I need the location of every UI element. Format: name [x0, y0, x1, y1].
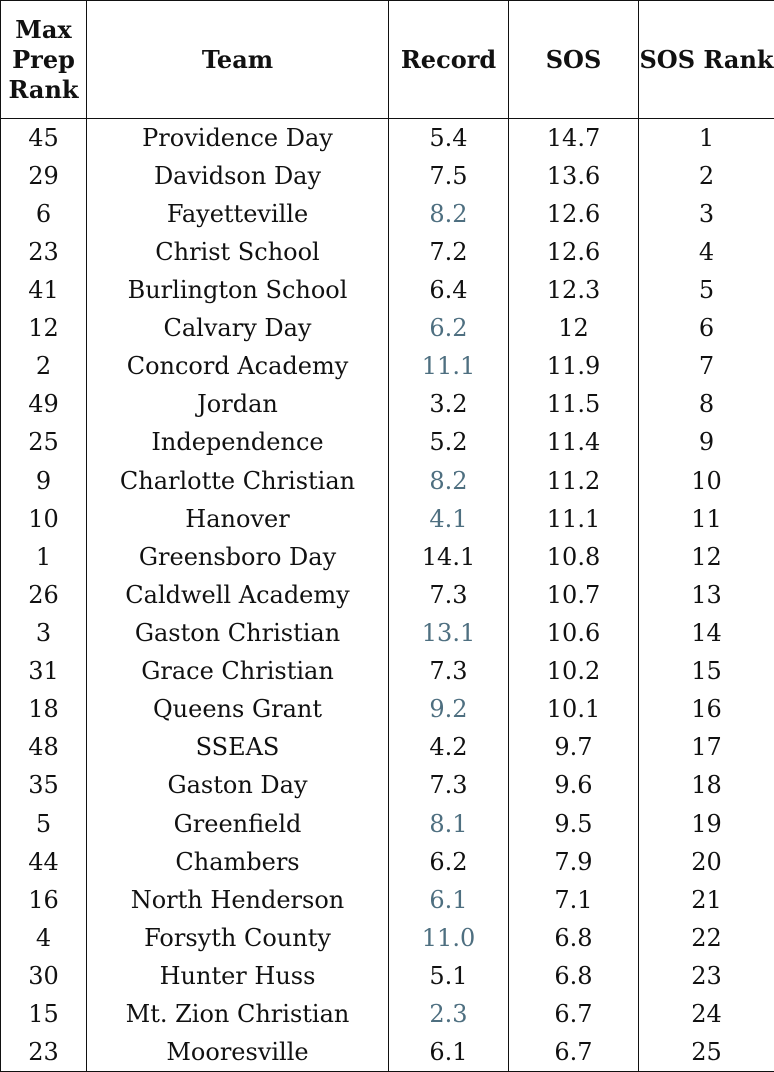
- cell-record: 5.4: [389, 119, 509, 157]
- cell-max-prep-rank: 31: [1, 652, 87, 690]
- cell-team: Davidson Day: [87, 157, 389, 195]
- table-row: [1, 728, 774, 766]
- table-row: [1, 576, 774, 614]
- cell-team: Greenfield: [87, 804, 389, 842]
- table-row: [1, 195, 774, 233]
- cell-max-prep-rank: 44: [1, 843, 87, 881]
- cell-record: 5.2: [389, 423, 509, 461]
- cell-record: 5.1: [389, 957, 509, 995]
- table-row: [1, 309, 774, 347]
- cell-team: Queens Grant: [87, 690, 389, 728]
- cell-max-prep-rank: 10: [1, 500, 87, 538]
- cell-sos: 11.2: [509, 461, 639, 499]
- table-row: [1, 881, 774, 919]
- table-row: [1, 271, 774, 309]
- cell-sos-rank: 5: [639, 271, 774, 309]
- cell-record: 7.2: [389, 233, 509, 271]
- cell-max-prep-rank: 45: [1, 119, 87, 157]
- header-record: Record: [389, 1, 509, 119]
- cell-max-prep-rank: 49: [1, 385, 87, 423]
- cell-max-prep-rank: 9: [1, 461, 87, 499]
- cell-sos-rank: 16: [639, 690, 774, 728]
- cell-max-prep-rank: 30: [1, 957, 87, 995]
- table-row: [1, 385, 774, 423]
- cell-max-prep-rank: 26: [1, 576, 87, 614]
- cell-record: 14.1: [389, 538, 509, 576]
- cell-max-prep-rank: 48: [1, 728, 87, 766]
- cell-sos-rank: 4: [639, 233, 774, 271]
- cell-max-prep-rank: 35: [1, 766, 87, 804]
- cell-record: 3.2: [389, 385, 509, 423]
- cell-team: Gaston Day: [87, 766, 389, 804]
- cell-max-prep-rank: 16: [1, 881, 87, 919]
- header-max-prep-rank: Max Prep Rank: [1, 1, 87, 119]
- cell-team: Mt. Zion Christian: [87, 995, 389, 1033]
- cell-sos: 10.8: [509, 538, 639, 576]
- cell-record: 6.2: [389, 843, 509, 881]
- cell-sos: 12.3: [509, 271, 639, 309]
- cell-sos: 10.7: [509, 576, 639, 614]
- table-row: [1, 995, 774, 1033]
- cell-sos: 12.6: [509, 195, 639, 233]
- cell-sos-rank: 18: [639, 766, 774, 804]
- cell-team: Chambers: [87, 843, 389, 881]
- table-row: [1, 690, 774, 728]
- cell-sos-rank: 14: [639, 614, 774, 652]
- cell-sos: 7.9: [509, 843, 639, 881]
- cell-max-prep-rank: 2: [1, 347, 87, 385]
- cell-max-prep-rank: 41: [1, 271, 87, 309]
- cell-team: SSEAS: [87, 728, 389, 766]
- cell-team: Greensboro Day: [87, 538, 389, 576]
- cell-record: 7.3: [389, 652, 509, 690]
- cell-sos-rank: 6: [639, 309, 774, 347]
- cell-record: 13.1: [389, 614, 509, 652]
- cell-sos: 6.8: [509, 919, 639, 957]
- table-body: [1, 119, 774, 1072]
- cell-team: Christ School: [87, 233, 389, 271]
- table-row: [1, 652, 774, 690]
- cell-sos-rank: 8: [639, 385, 774, 423]
- cell-record: 6.2: [389, 309, 509, 347]
- table-row: [1, 614, 774, 652]
- cell-team: Jordan: [87, 385, 389, 423]
- cell-sos: 9.6: [509, 766, 639, 804]
- cell-sos-rank: 17: [639, 728, 774, 766]
- cell-sos: 11.4: [509, 423, 639, 461]
- cell-sos-rank: 1: [639, 119, 774, 157]
- cell-team: Hanover: [87, 500, 389, 538]
- cell-sos-rank: 9: [639, 423, 774, 461]
- cell-sos: 9.5: [509, 804, 639, 842]
- cell-sos: 10.1: [509, 690, 639, 728]
- table-header: [1, 1, 774, 119]
- table-row: [1, 461, 774, 499]
- cell-sos-rank: 12: [639, 538, 774, 576]
- table-row: [1, 843, 774, 881]
- cell-max-prep-rank: 18: [1, 690, 87, 728]
- cell-team: Independence: [87, 423, 389, 461]
- cell-max-prep-rank: 29: [1, 157, 87, 195]
- table-row: [1, 766, 774, 804]
- cell-record: 11.1: [389, 347, 509, 385]
- table-row: [1, 538, 774, 576]
- cell-sos: 12.6: [509, 233, 639, 271]
- table-row: [1, 919, 774, 957]
- cell-sos-rank: 10: [639, 461, 774, 499]
- cell-sos: 10.2: [509, 652, 639, 690]
- table-row: [1, 957, 774, 995]
- cell-team: Burlington School: [87, 271, 389, 309]
- cell-record: 6.1: [389, 881, 509, 919]
- table-row: [1, 233, 774, 271]
- table-row: [1, 1033, 774, 1071]
- cell-max-prep-rank: 15: [1, 995, 87, 1033]
- cell-team: Hunter Huss: [87, 957, 389, 995]
- cell-record: 8.2: [389, 461, 509, 499]
- header-team: Team: [87, 1, 389, 119]
- cell-sos-rank: 13: [639, 576, 774, 614]
- cell-sos: 13.6: [509, 157, 639, 195]
- cell-team: Caldwell Academy: [87, 576, 389, 614]
- header-sos-rank: SOS Rank: [639, 1, 774, 119]
- cell-max-prep-rank: 3: [1, 614, 87, 652]
- cell-sos-rank: 2: [639, 157, 774, 195]
- cell-team: Mooresville: [87, 1033, 389, 1071]
- cell-max-prep-rank: 4: [1, 919, 87, 957]
- cell-team: Grace Christian: [87, 652, 389, 690]
- cell-record: 7.3: [389, 766, 509, 804]
- cell-team: North Henderson: [87, 881, 389, 919]
- cell-sos: 6.8: [509, 957, 639, 995]
- cell-max-prep-rank: 25: [1, 423, 87, 461]
- table-row: [1, 423, 774, 461]
- table-row: [1, 804, 774, 842]
- cell-sos-rank: 11: [639, 500, 774, 538]
- cell-sos-rank: 21: [639, 881, 774, 919]
- cell-team: Providence Day: [87, 119, 389, 157]
- table-row: [1, 347, 774, 385]
- cell-sos-rank: 19: [639, 804, 774, 842]
- cell-record: 6.1: [389, 1033, 509, 1071]
- table-row: [1, 500, 774, 538]
- cell-sos-rank: 20: [639, 843, 774, 881]
- cell-team: Charlotte Christian: [87, 461, 389, 499]
- cell-sos: 10.6: [509, 614, 639, 652]
- cell-record: 7.3: [389, 576, 509, 614]
- header-row: [1, 1, 774, 119]
- cell-sos-rank: 24: [639, 995, 774, 1033]
- cell-sos-rank: 3: [639, 195, 774, 233]
- cell-record: 7.5: [389, 157, 509, 195]
- table-row: [1, 119, 774, 157]
- cell-team: Concord Academy: [87, 347, 389, 385]
- cell-team: Calvary Day: [87, 309, 389, 347]
- cell-sos: 11.9: [509, 347, 639, 385]
- cell-sos-rank: 7: [639, 347, 774, 385]
- cell-record: 6.4: [389, 271, 509, 309]
- cell-max-prep-rank: 6: [1, 195, 87, 233]
- cell-sos-rank: 22: [639, 919, 774, 957]
- cell-sos: 11.5: [509, 385, 639, 423]
- cell-sos-rank: 25: [639, 1033, 774, 1071]
- header-sos: SOS: [509, 1, 639, 119]
- cell-team: Fayetteville: [87, 195, 389, 233]
- cell-team: Gaston Christian: [87, 614, 389, 652]
- cell-record: 2.3: [389, 995, 509, 1033]
- cell-sos: 12: [509, 309, 639, 347]
- cell-sos: 7.1: [509, 881, 639, 919]
- cell-record: 4.2: [389, 728, 509, 766]
- cell-sos: 6.7: [509, 1033, 639, 1071]
- cell-record: 8.1: [389, 804, 509, 842]
- cell-record: 9.2: [389, 690, 509, 728]
- cell-max-prep-rank: 23: [1, 233, 87, 271]
- cell-max-prep-rank: 5: [1, 804, 87, 842]
- cell-sos: 14.7: [509, 119, 639, 157]
- cell-sos: 11.1: [509, 500, 639, 538]
- cell-record: 11.0: [389, 919, 509, 957]
- cell-sos-rank: 15: [639, 652, 774, 690]
- cell-max-prep-rank: 23: [1, 1033, 87, 1071]
- table-row: [1, 157, 774, 195]
- cell-team: Forsyth County: [87, 919, 389, 957]
- cell-max-prep-rank: 1: [1, 538, 87, 576]
- cell-record: 4.1: [389, 500, 509, 538]
- cell-record: 8.2: [389, 195, 509, 233]
- cell-sos: 9.7: [509, 728, 639, 766]
- cell-max-prep-rank: 12: [1, 309, 87, 347]
- cell-sos-rank: 23: [639, 957, 774, 995]
- cell-sos: 6.7: [509, 995, 639, 1033]
